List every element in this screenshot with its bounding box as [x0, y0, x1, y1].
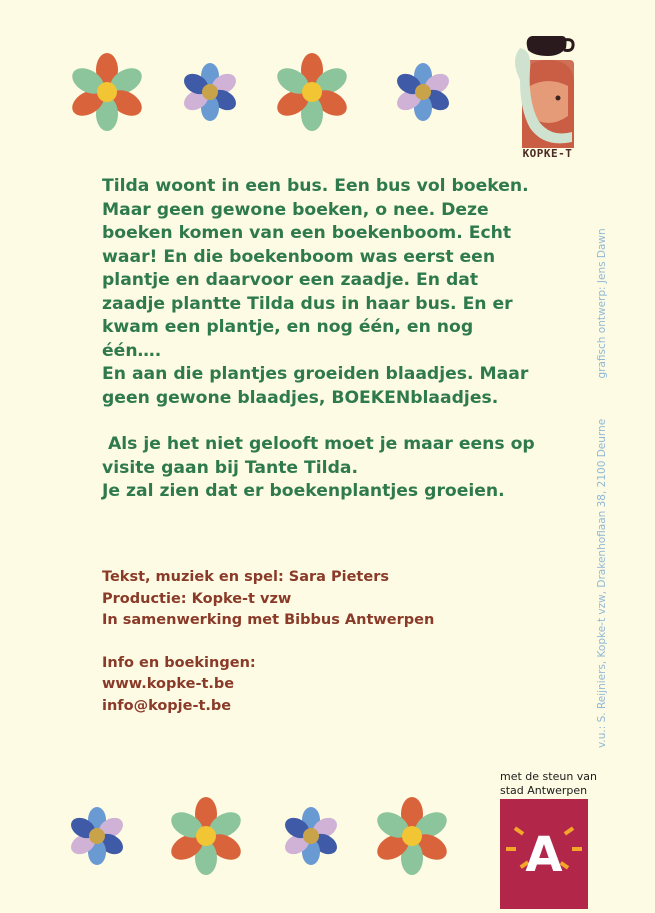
email-link[interactable]: info@kopje-t.be	[102, 697, 232, 714]
story-paragraph-1	[102, 175, 532, 410]
credits-spacer	[102, 632, 502, 653]
stad-antwerpen-emblem	[500, 799, 588, 909]
credit-text: Tekst, muziek en spel: Sara Pieters	[102, 569, 389, 585]
flower-cool-icon	[281, 806, 341, 866]
colophon	[596, 228, 608, 748]
website-link[interactable]: www.kopke-t.be	[102, 676, 235, 692]
story-line: En aan die plantjes groeiden blaadjes. Maar	[102, 364, 529, 384]
story-line: waar! En die boekenboom was eerst een	[102, 246, 496, 267]
story-line: plantje en daarvoor een zaadje. En dat	[102, 270, 479, 290]
logo-wordmark: KOPKE-T	[522, 147, 573, 160]
info-heading: Info en boekingen:	[102, 654, 256, 671]
credits-block	[102, 567, 502, 717]
story-line: Tilda woont in een bus. Een bus vol boeken.	[102, 176, 529, 196]
support-line-2: stad Antwerpen	[500, 784, 588, 797]
story-line: Als je het niet gelooft moet je maar eens op	[102, 434, 535, 454]
antwerpen-a-icon	[500, 799, 588, 909]
flower-cool-icon	[180, 62, 240, 122]
story-line: boeken komen van een boekenboom. Echt	[102, 223, 512, 243]
flower-cool-icon	[393, 62, 453, 122]
story-line: visite gaan bij Tante Tilda.	[102, 457, 358, 478]
flower-warm-icon	[272, 52, 352, 132]
flower-warm-icon	[67, 52, 147, 132]
credit-production: Productie: Kopke-t vzw	[102, 590, 292, 607]
story-paragraph-2	[102, 433, 535, 504]
flower-warm-icon	[166, 796, 246, 876]
story-line: zaadje plantte Tilda dus in haar bus. En er	[102, 293, 513, 314]
support-line-1: met de steun van	[500, 770, 598, 783]
credit-collaboration: In samenwerking met Bibbus Antwerpen	[102, 612, 435, 628]
flower-warm-icon	[372, 796, 452, 876]
colophon-design: grafisch ontwerp: Jens Dawn	[596, 228, 608, 379]
story-line: kwam een plantje, en nog één, en nog één….	[102, 317, 474, 361]
support-text	[500, 770, 610, 798]
colophon-publisher: v.u.: S. Reijniers, Kopke-t vzw, Drakenhoflaan 38, 2100 Deurne	[596, 418, 608, 748]
story-line: Je zal zien dat er boekenplantjes groeien.	[102, 481, 505, 501]
kopke-t-logo-icon	[510, 30, 585, 162]
emblem-letter: A	[525, 827, 563, 883]
story-text	[102, 175, 535, 504]
story-line: geen gewone blaadjes, BOEKENblaadjes.	[102, 387, 499, 408]
flower-cool-icon	[67, 806, 127, 866]
story-line: Maar geen gewone boeken, o nee. Deze	[102, 199, 489, 220]
